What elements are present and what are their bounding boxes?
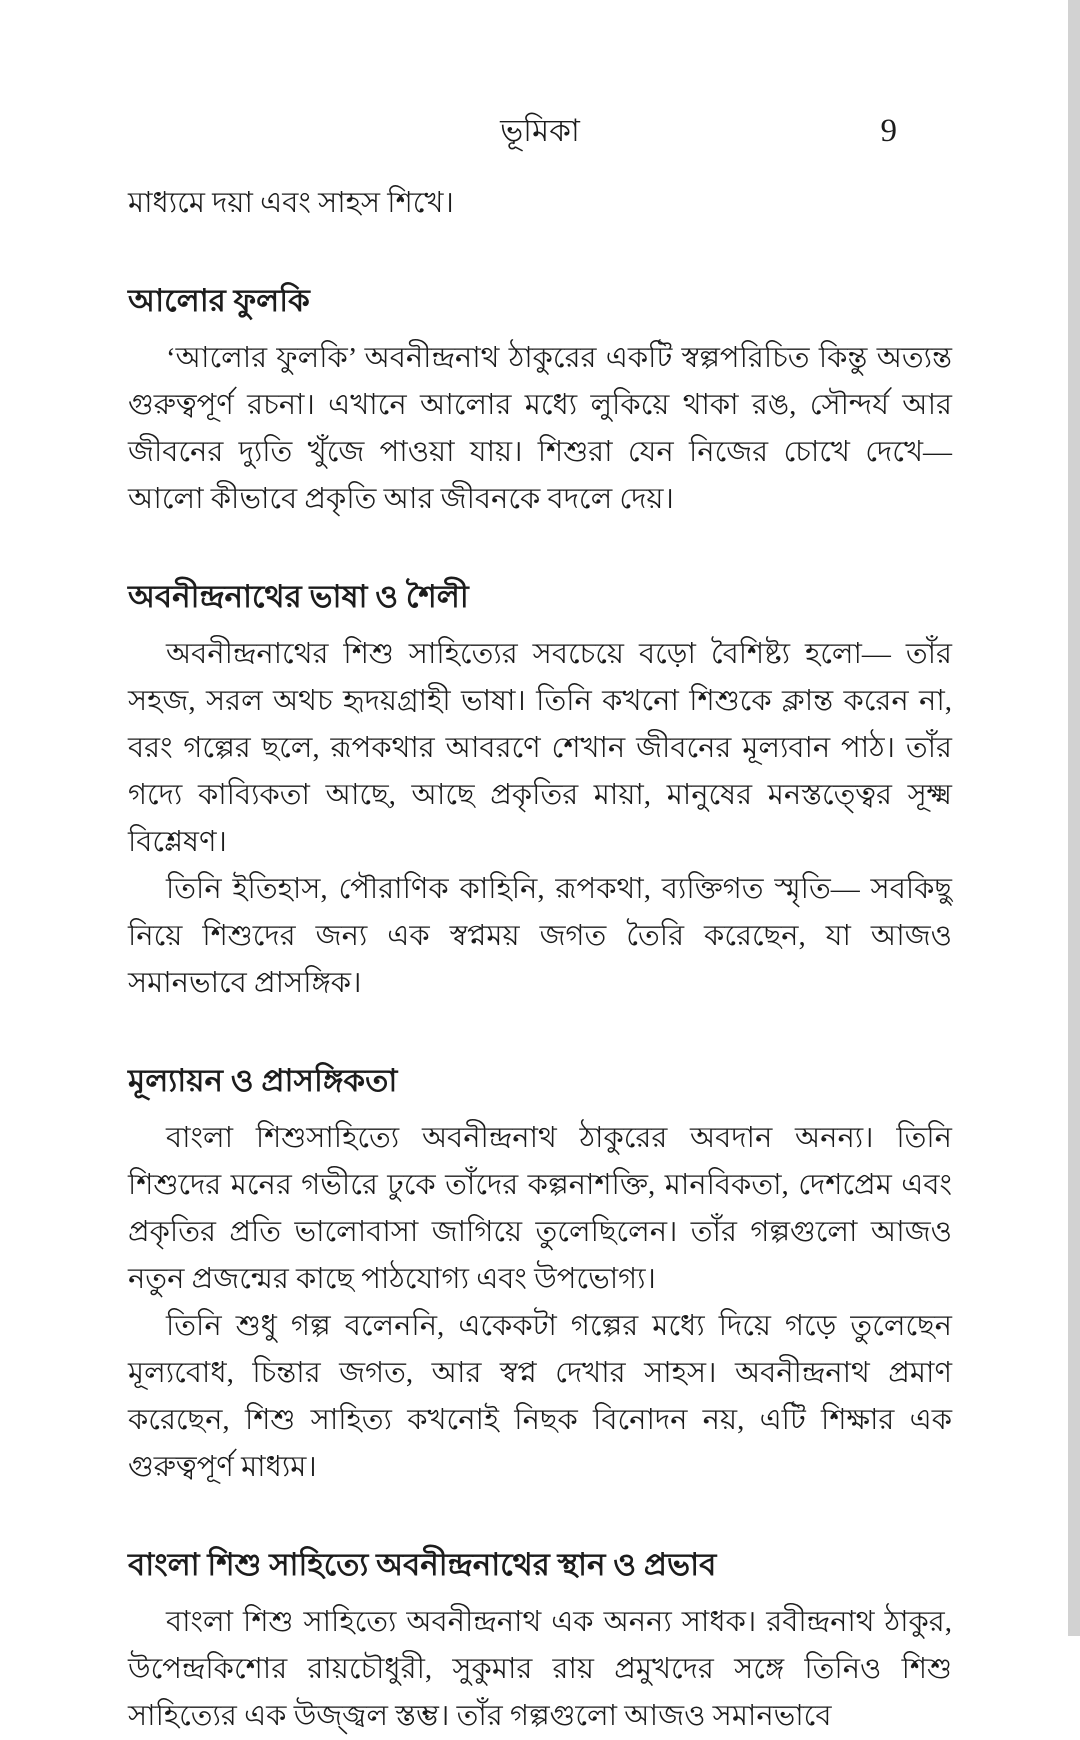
paragraph: অবনীন্দ্রনাথের শিশু সাহিত্যের সবচেয়ে বড়ো বৈশিষ্ট্য হলো— তাঁর সহজ, সরল অথচ হৃদয়গ্রাহী ভাষা। তিনি কখনো শিশুকে ক্লান্ত করেন না, বরং গল্পের ছলে, রূপকথার আবরণে শেখান জীবনের মূল্যবান পাঠ। তাঁর গদ্যে কাব্যিকতা আছে, আছে প্রকৃতির মায়া, মানুষের মনস্তত্ত্বের সূক্ষ্ম বিশ্লেষণ।	[128, 638, 952, 858]
page-header	[128, 108, 952, 154]
paragraph: ‘আলোর ফুলকি’ অবনীন্দ্রনাথ ঠাকুরের একটি স্বল্পপরিচিত কিন্তু অত্যন্ত গুরুত্বপূর্ণ রচনা। এখানে আলোর মধ্যে লুকিয়ে থাকা রঙ, সৌন্দর্য আর জীবনের দ্যুতি খুঁজে পাওয়া যায়। শিশুরা যেন নিজের চোখে দেখে— আলো কীভাবে প্রকৃতি আর জীবনকে বদলে দেয়।	[128, 342, 952, 515]
scan-edge-shadow	[1068, 0, 1080, 1636]
running-header-title: ভূমিকা	[500, 113, 580, 148]
paragraph: মাধ্যমে দয়া এবং সাহস শিখে।	[128, 187, 454, 219]
page-number: 9	[880, 113, 897, 149]
paragraph: তিনি শুধু গল্প বলেননি, একেকটা গল্পের মধ্যে দিয়ে গড়ে তুলেছেন মূল্যবোধ, চিন্তার জগত, আর স্বপ্ন দেখার সাহস। অবনীন্দ্রনাথ প্রমাণ করেছেন, শিশু সাহিত্য কখনোই নিছক বিনোদন নয়, এটি শিক্ষার এক গুরুত্বপূর্ণ মাধ্যম।	[128, 1310, 952, 1483]
section-heading: বাংলা শিশু সাহিত্যে অবনীন্দ্রনাথের স্থান ও প্রভাব	[128, 1547, 717, 1582]
page-content	[128, 180, 952, 1740]
paragraph: বাংলা শিশু সাহিত্যে অবনীন্দ্রনাথ এক অনন্য সাধক। রবীন্দ্রনাথ ঠাকুর, উপেন্দ্রকিশোর রায়চৌধুরী, সুকুমার রায় প্রমুখদের সঙ্গে তিনিও শিশু সাহিত্যের এক উজ্জ্বল স্তম্ভ। তাঁর গল্পগুলো আজও সমানভাবে	[128, 1606, 952, 1732]
section-heading: মূল্যায়ন ও প্রাসঙ্গিকতা	[128, 1063, 398, 1098]
section-heading: অবনীন্দ্রনাথের ভাষা ও শৈলী	[128, 579, 469, 614]
paragraph: বাংলা শিশুসাহিত্যে অবনীন্দ্রনাথ ঠাকুরের অবদান অনন্য। তিনি শিশুদের মনের গভীরে ঢুকে তাঁদের কল্পনাশক্তি, মানবিকতা, দেশপ্রেম এবং প্রকৃতির প্রতি ভালোবাসা জাগিয়ে তুলেছিলেন। তাঁর গল্পগুলো আজও নতুন প্রজন্মের কাছে পাঠযোগ্য এবং উপভোগ্য।	[128, 1122, 952, 1295]
section-heading: আলোর ফুলকি	[128, 283, 310, 318]
paragraph: তিনি ইতিহাস, পৌরাণিক কাহিনি, রূপকথা, ব্যক্তিগত স্মৃতি— সবকিছু নিয়ে শিশুদের জন্য এক স্বপ্নময় জগত তৈরি করেছেন, যা আজও সমানভাবে প্রাসঙ্গিক।	[128, 873, 952, 999]
page-body	[128, 108, 952, 1740]
